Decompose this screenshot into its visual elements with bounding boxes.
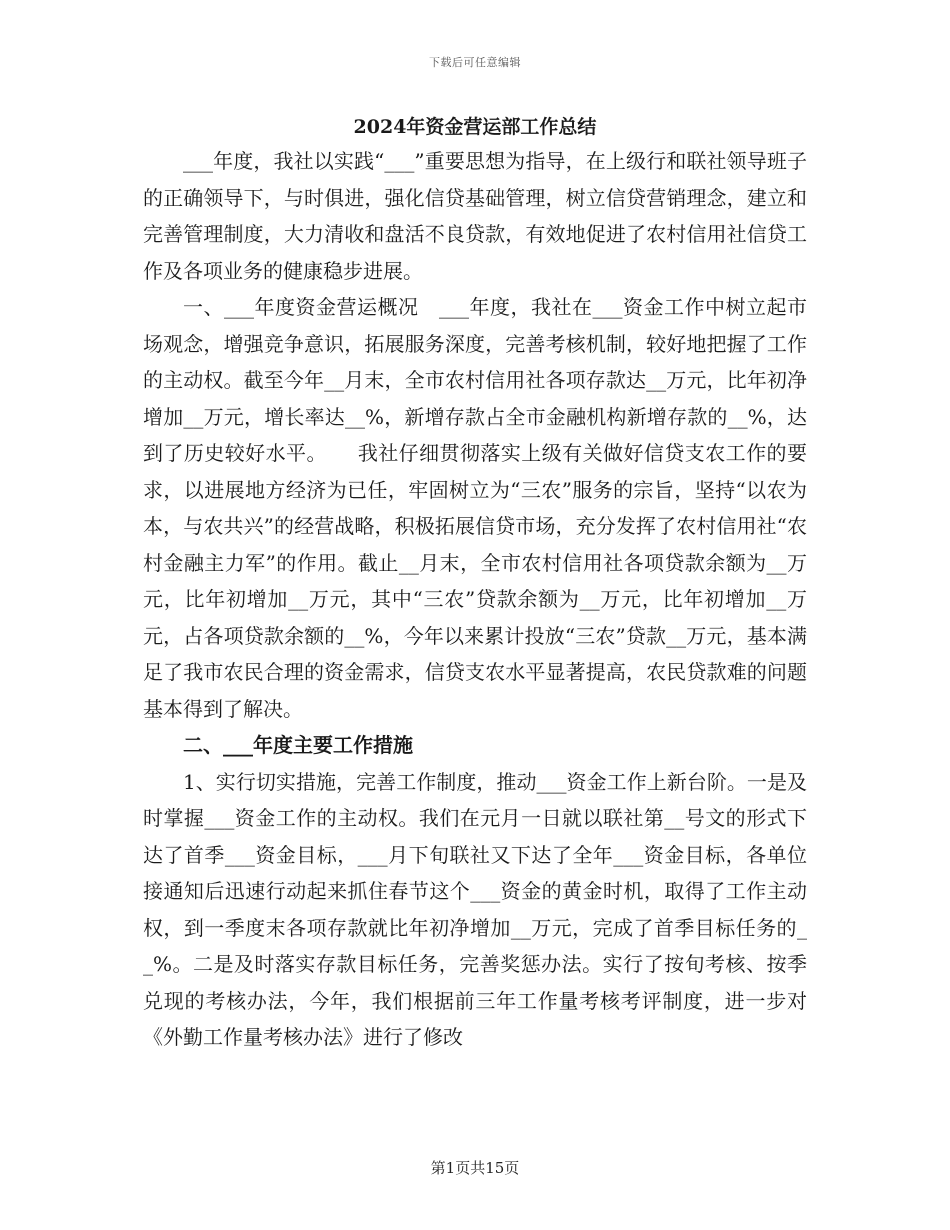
document-body [143,111,807,1056]
page-header-note: 下载后可任意编辑 [429,56,521,69]
paragraph-overview-deposits: 一、___年度资金营运概况 ___年度，我社在___资金工作中树立起市场观念，增强竞争意识，拓展服务深度，完善考核机制，较好地把握了工作的主动权。截至今年__月末，全市农村信用社各项存款达__万元，比年初净增加__万元，增长率达__%，新增存款占全市金融机构新增存款的__%，达到了历史较好水平。 [143,295,807,465]
paragraph-overview-loans: 我社仔细贯彻落实上级有关做好信贷支农工作的要求，以进展地方经济为已任，牢固树立为“三农”服务的宗旨，坚持“以农为本，与农共兴”的经营战略，积极拓展信贷市场，充分发挥了农村信用社“农村金融主力军”的作用。截止__月末，全市农村信用社各项贷款余额为__万元，比年初增加__万元，其中“三农”贷款余额为__万元，比年初增加__万元，占各项贷款余额的__%，今年以来累计投放“三农”贷款__万元，基本满足了我市农民合理的资金需求，信贷支农水平显著提高，农民贷款难的问题基本得到了解决。 [143,441,807,721]
paragraph-overview [143,289,807,727]
page-number: 第1页共15页 [430,1159,520,1177]
document-title: 2024年资金营运部工作总结 [353,116,597,138]
paragraph-measures: 1、实行切实措施，完善工作制度，推动___资金工作上新台阶。一是及时掌握___资金工作的主动权。我们在元月一日就以联社第__号文的形式下达了首季___资金目标，___月下旬联社又下达了全年___资金目标，各单位接通知后迅速行动起来抓住春节这个___资金的黄金时机，取得了工作主动权，到一季度末各项存款就比年初净增加__万元，完成了首季目标任务的__%。二是及时落实存款目标任务，完善奖惩办法。实行了按旬考核、按季兑现的考核办法，今年，我们根据前三年工作量考核考评制度，进一步对《外勤工作量考核办法》进行了修改 [143,769,807,1049]
section-heading-measures: 二、___年度主要工作措施 [183,733,413,757]
paragraph-intro: ___年度，我社以实践“___”重要思想为指导，在上级行和联社领导班子的正确领导下，与时俱进，强化信贷基础管理，树立信贷营销理念，建立和完善管理制度，大力清收和盘活不良贷款，有效地促进了农村信用社信贷工作及各项业务的健康稳步进展。 [143,149,807,283]
